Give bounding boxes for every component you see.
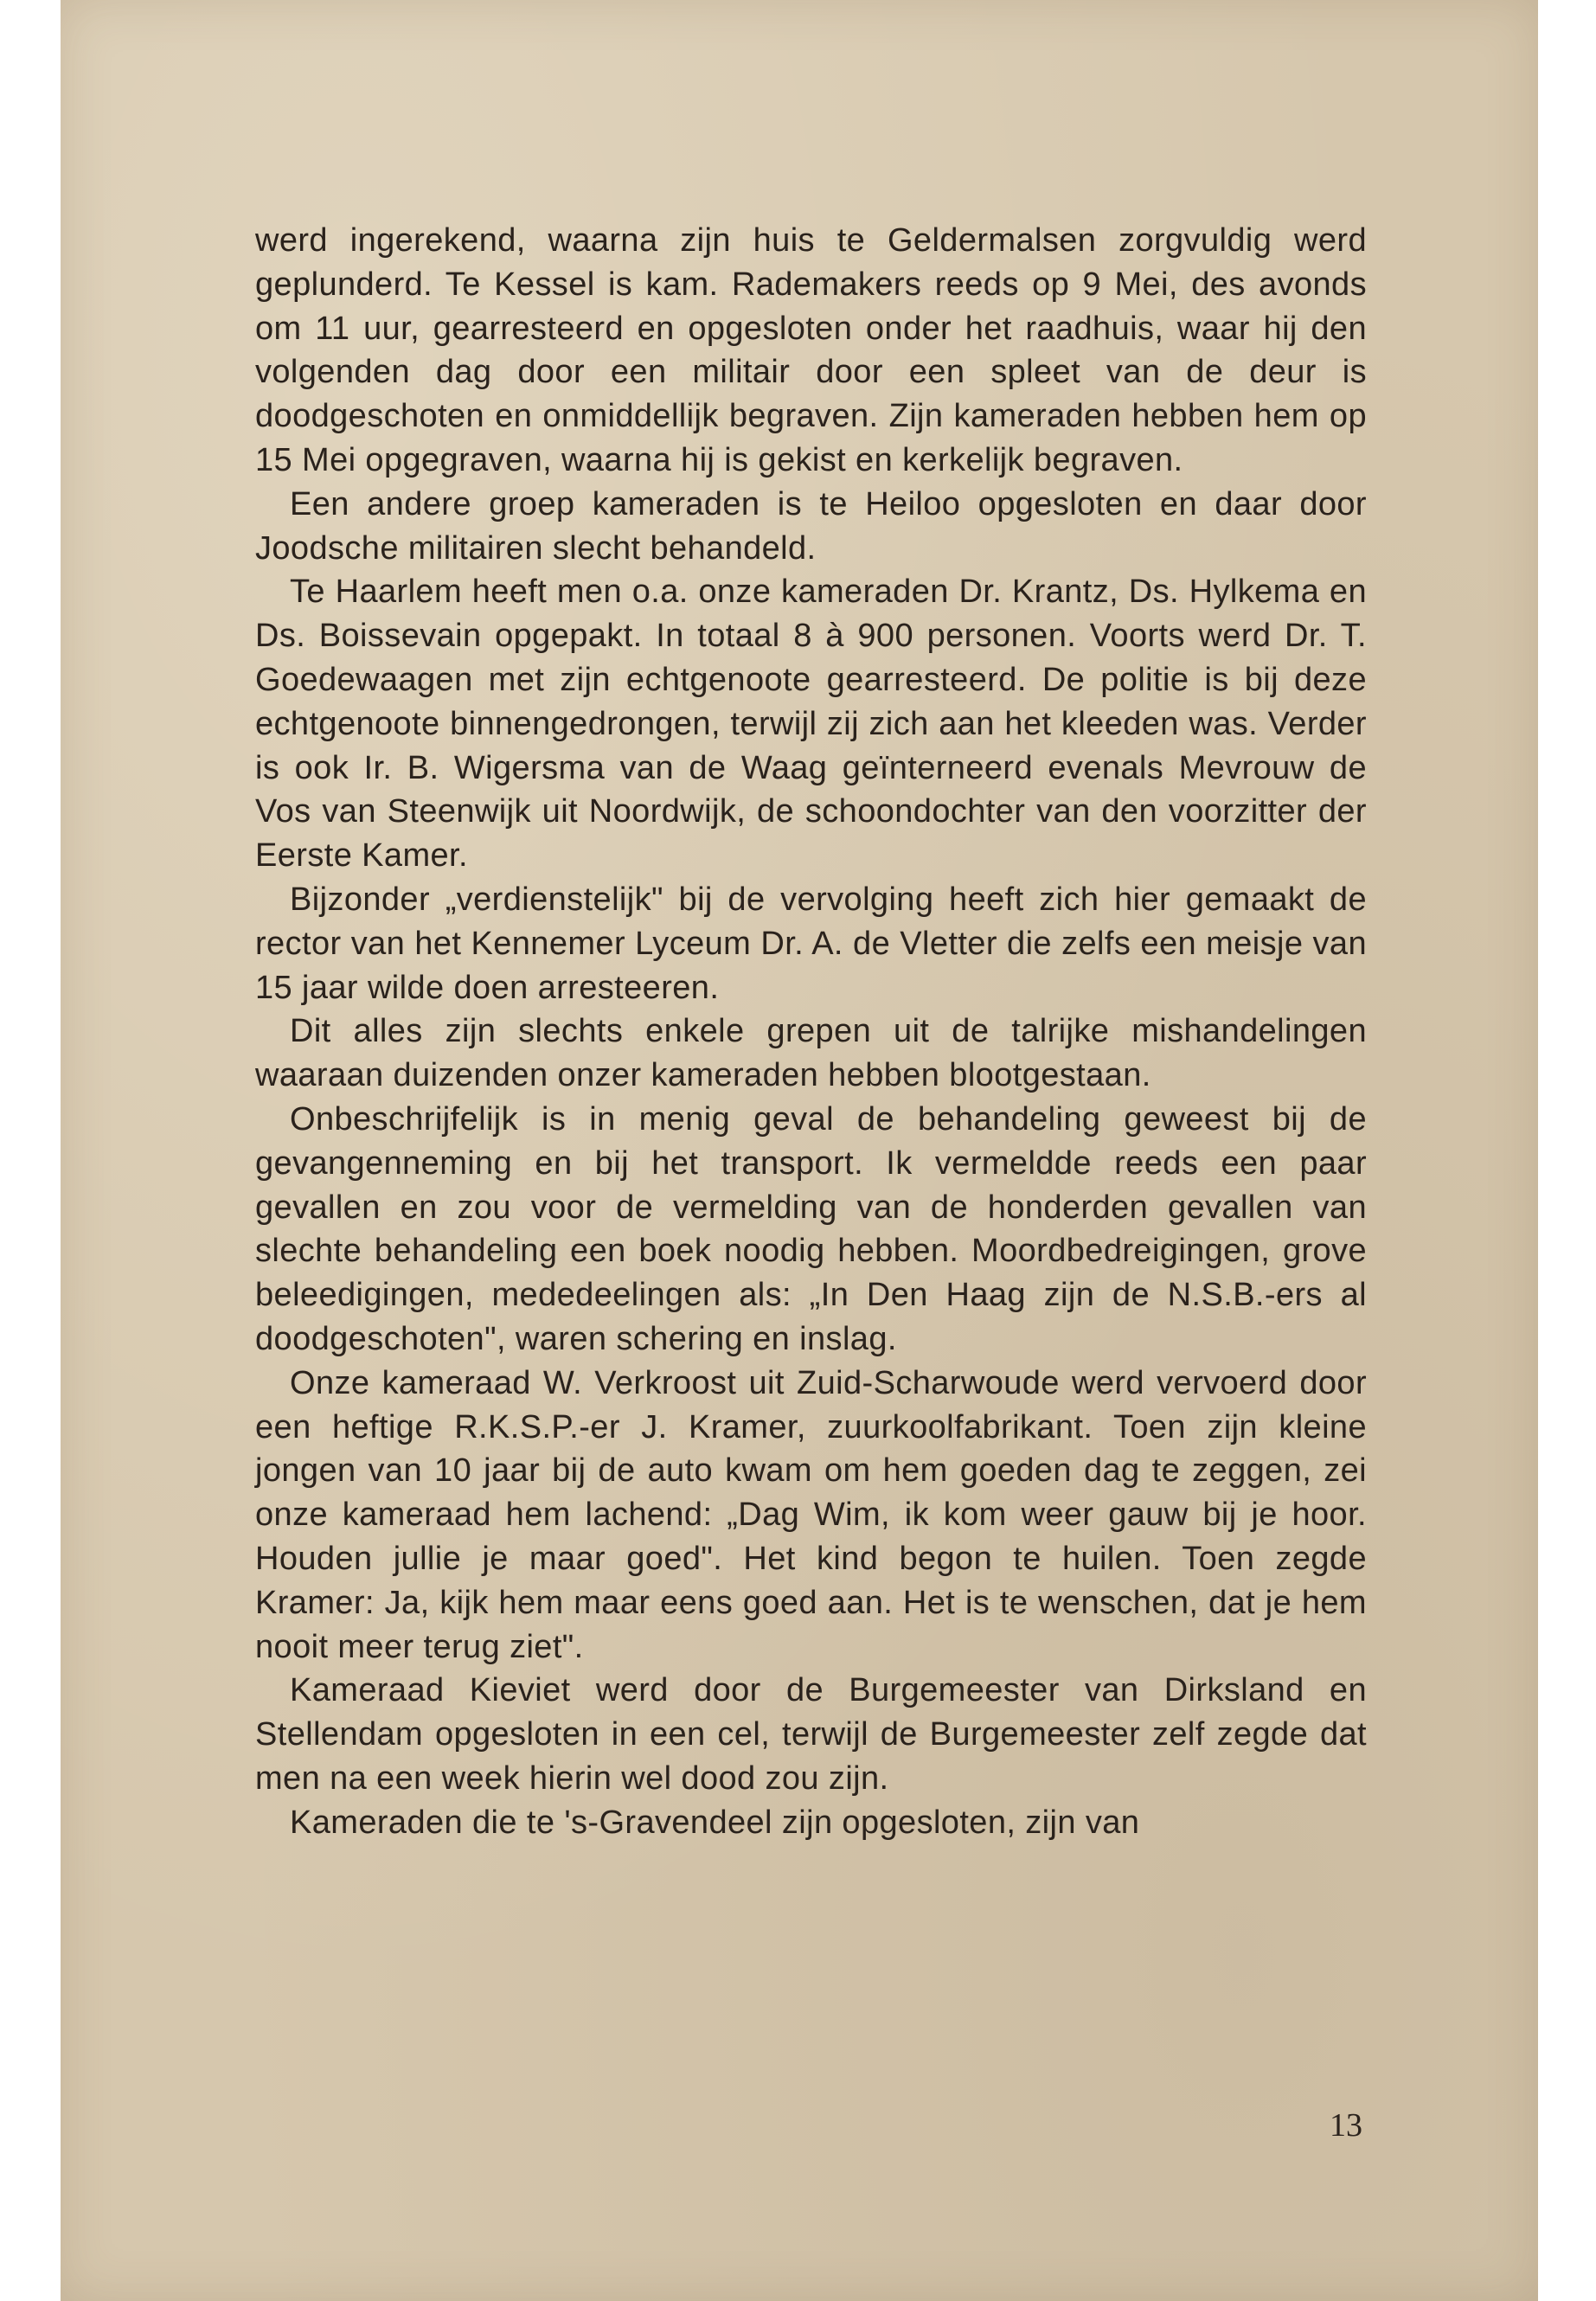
paragraph-1: werd ingerekend, waarna zijn huis te Geldermalsen zorgvuldig werd geplunderd. Te Kessel is kam. Rademakers reeds op 9 Mei, des avonds om 11 uur, gearresteerd en opgesloten onder het raadhuis, waar hij den volgenden dag door een militair door een spleet van de deur is doodgeschoten en onmiddellijk begraven. Zijn kameraden hebben hem op 15 Mei opgegraven, waarna hij is gekist en kerkelijk begraven.: [255, 222, 1367, 478]
paragraph-3: Te Haarlem heeft men o.a. onze kameraden Dr. Krantz, Ds. Hylkema en Ds. Boissevain opgepakt. In totaal 8 à 900 personen. Voorts werd Dr. T. Goedewaagen met zijn echtgenoote gearresteerd. De politie is bij deze echtgenoote binnengedrongen, terwijl zij zich aan het kleeden was. Verder is ook Ir. B. Wigersma van de Waag geïnterneerd evenals Mevrouw de Vos van Steenwijk uit Noordwijk, de schoondochter van den voorzitter der Eerste Kamer.: [255, 574, 1367, 875]
page-number: 13: [1330, 2107, 1362, 2144]
paragraph-8: Kameraad Kieviet werd door de Burgemeester van Dirksland en Stellendam opgesloten in een cel, terwijl de Burgemeester zelf zegde dat men na een week hierin wel dood zou zijn.: [255, 1672, 1367, 1797]
paragraph-5: Dit alles zijn slechts enkele grepen uit de talrijke mishandelingen waaraan duizenden onzer kameraden hebben blootgestaan.: [255, 1013, 1367, 1094]
paragraph-4: Bijzonder „verdienstelijk" bij de vervolging heeft zich hier gemaakt de rector van het Kennemer Lyceum Dr. A. de Vletter die zelfs een meisje van 15 jaar wilde doen arresteeren.: [255, 881, 1367, 1006]
paragraph-9: Kameraden die te 's-Gravendeel zijn opgesloten, zijn van: [290, 1804, 1140, 1841]
book-page: [61, 0, 1538, 2301]
body-text: [255, 219, 1367, 1844]
paragraph-2: Een andere groep kameraden is te Heiloo opgesloten en daar door Joodsche militairen slecht behandeld.: [255, 485, 1367, 567]
paragraph-6: Onbeschrijfelijk is in menig geval de behandeling geweest bij de gevangenneming en bij het transport. Ik vermeldde reeds een paar gevallen en zou voor de vermelding van de honderden gevallen van slechte behandeling een boek noodig hebben. Moordbedreigingen, grove beleedigingen, mededeelingen als: „In Den Haag zijn de N.S.B.-ers al doodgeschoten", waren schering en inslag.: [255, 1100, 1367, 1357]
paragraph-7: Onze kameraad W. Verkroost uit Zuid-Scharwoude werd vervoerd door een heftige R.K.S.P.-er J. Kramer, zuurkoolfabrikant. Toen zijn kleine jongen van 10 jaar bij de auto kwam om hem goeden dag te zeggen, zei onze kameraad hem lachend: „Dag Wim, ik kom weer gauw bij je hoor. Houden jullie je maar goed". Het kind begon te huilen. Toen zegde Kramer: Ja, kijk hem maar eens goed aan. Het is te wenschen, dat je hem nooit meer terug ziet".: [255, 1364, 1367, 1665]
